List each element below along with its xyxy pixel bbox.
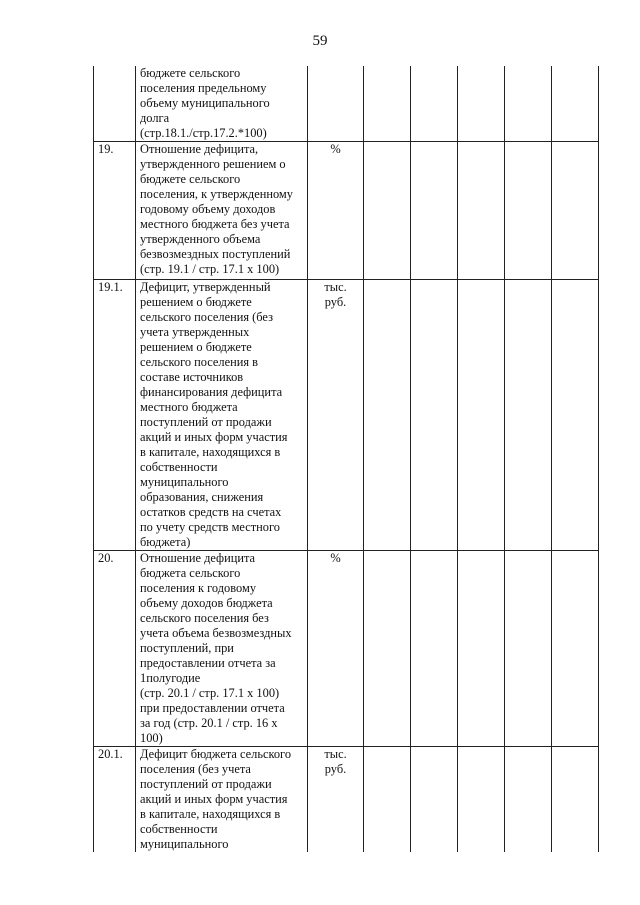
value-cell — [364, 280, 411, 551]
value-cell — [411, 280, 458, 551]
unit-of-measure: % — [308, 551, 364, 747]
row-number: 20.1. — [94, 747, 136, 853]
row-number: 20. — [94, 551, 136, 747]
row-number: 19. — [94, 142, 136, 280]
value-cell — [552, 66, 599, 142]
value-cell — [364, 551, 411, 747]
indicator-name: Дефицит, утвержденный решением о бюджете сельского поселения (без учета утвержденных решением о бюджете сельского поселения в составе источников финансирования дефицита местного бюджета поступлений от продажи акций и иных форм участия в капитале, находящихся в собственности муниципального образования, снижения остатков средств на счетах по учету средств местного бюджета) — [136, 280, 308, 551]
value-cell — [505, 280, 552, 551]
value-cell — [458, 142, 505, 280]
value-cell — [411, 551, 458, 747]
table-row — [94, 66, 599, 142]
value-cell — [411, 66, 458, 142]
value-cell — [552, 747, 599, 853]
value-cell — [364, 142, 411, 280]
unit-of-measure: тыс. руб. — [308, 280, 364, 551]
value-cell — [552, 280, 599, 551]
indicator-name: Отношение дефицита, утвержденного решением о бюджете сельского поселения, к утвержденному годовому объему доходов местного бюджета без учета утвержденного объема безвозмездных поступлений (стр. 19.1 / стр. 17.1 х 100) — [136, 142, 308, 280]
table-row — [94, 142, 599, 280]
value-cell — [458, 747, 505, 853]
page-number: 59 — [312, 33, 328, 49]
value-cell — [458, 280, 505, 551]
table-row — [94, 280, 599, 551]
indicator-name: Дефицит бюджета сельского поселения (без учета поступлений от продажи акций и иных форм участия в капитале, находящихся в собственности муниципального — [136, 747, 308, 853]
unit-of-measure: тыс. руб. — [308, 747, 364, 853]
table-body — [94, 66, 599, 852]
unit-of-measure: % — [308, 142, 364, 280]
value-cell — [552, 142, 599, 280]
value-cell — [458, 551, 505, 747]
value-cell — [411, 747, 458, 853]
indicator-name: бюджете сельского поселения предельному объему муниципального долга (стр.18.1./стр.17.2.*100) — [136, 66, 308, 142]
value-cell — [364, 747, 411, 853]
value-cell — [505, 142, 552, 280]
value-cell — [364, 66, 411, 142]
unit-of-measure — [308, 66, 364, 142]
value-cell — [458, 66, 505, 142]
value-cell — [505, 747, 552, 853]
row-number: 19.1. — [94, 280, 136, 551]
value-cell — [552, 551, 599, 747]
value-cell — [411, 142, 458, 280]
indicator-table — [93, 66, 599, 852]
table-row — [94, 551, 599, 747]
row-number — [94, 66, 136, 142]
value-cell — [505, 66, 552, 142]
value-cell — [505, 551, 552, 747]
table-row — [94, 747, 599, 853]
indicator-name: Отношение дефицита бюджета сельского поселения к годовому объему доходов бюджета сельского поселения без учета объема безвозмездных поступлений, при предоставлении отчета за 1полугодие (стр. 20.1 / стр. 17.1 х 100) при предоставлении отчета за год (стр. 20.1 / стр. 16 х 100) — [136, 551, 308, 747]
